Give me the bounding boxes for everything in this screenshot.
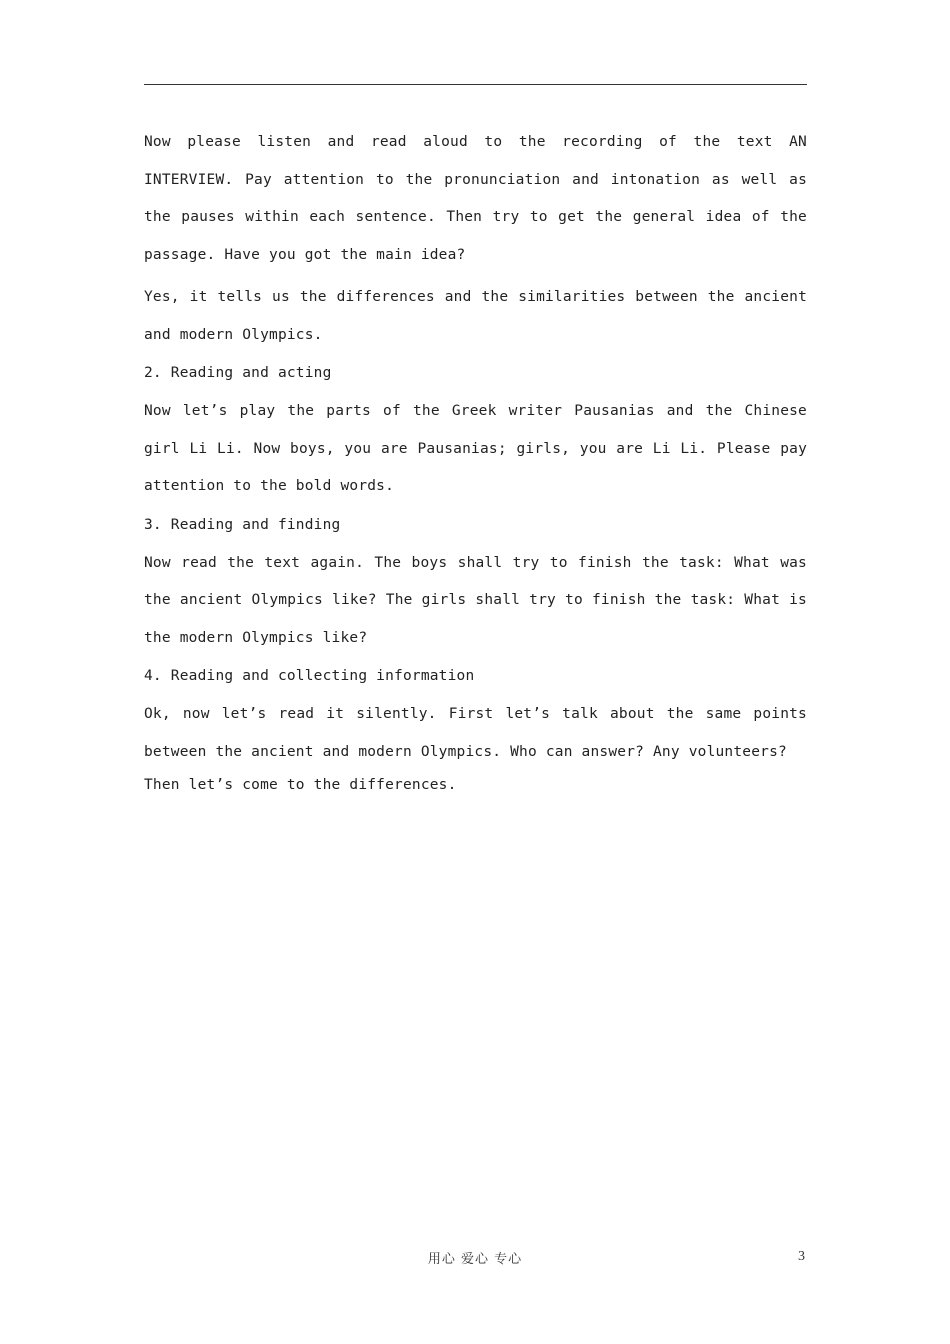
section-heading-collecting-information: 4. Reading and collecting information: [144, 668, 475, 684]
paragraph-main-idea-answer: Yes, it tells us the differences and the similarities between the ancient and modern Olympics.: [144, 289, 807, 343]
page-number: 3: [798, 1249, 805, 1264]
paragraph-read-again-task: Now read the text again. The boys shall try to finish the task: What was the ancient Olympics like? The girls shall try to finish the task: What is the modern Olympics like?: [144, 554, 807, 646]
section-heading-reading-and-acting: 2. Reading and acting: [144, 365, 332, 381]
paragraph-read-silently: Ok, now let’s read it silently. First let’s talk about the same points between the ancient and modern Olympics. Who can answer? Any volunteers?: [144, 706, 807, 760]
footer-motto: 用心 爱心 专心: [427, 1252, 523, 1267]
paragraph-differences: Then let’s come to the differences.: [144, 777, 457, 793]
paragraph-listen-and-read: Now please listen and read aloud to the recording of the text AN INTERVIEW. Pay attention to the pronunciation and intonation as well as the pauses within each sentence. Then try to get the general idea of the passage. Have you got the main idea?: [144, 134, 807, 263]
section-heading-reading-and-finding: 3. Reading and finding: [144, 516, 341, 533]
document-body: [144, 124, 807, 805]
paragraph-play-parts: Now let’s play the parts of the Greek writer Pausanias and the Chinese girl Li Li. Now boys, you are Pausanias; girls, you are Li Li. Please pay attention to the bold words.: [144, 403, 807, 494]
header-rule: [144, 84, 807, 85]
